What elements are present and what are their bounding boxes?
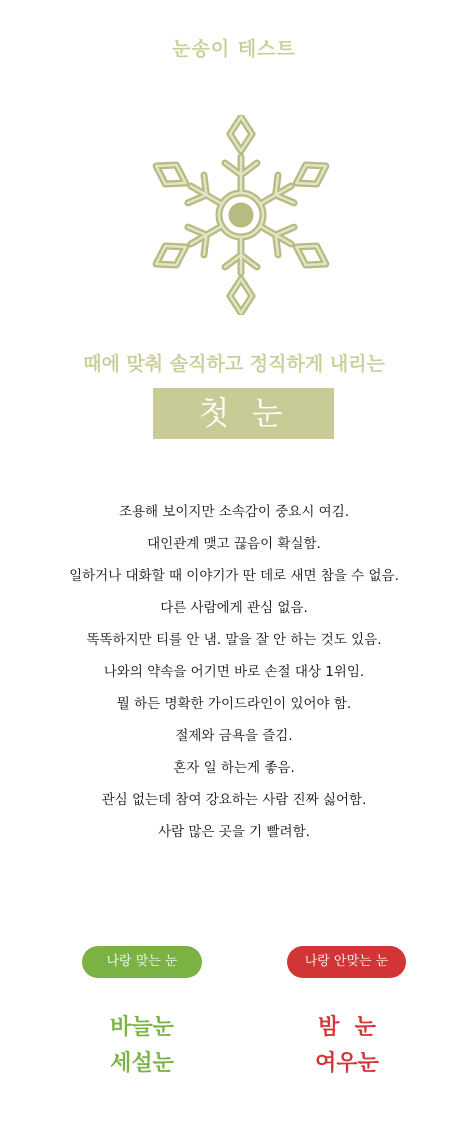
bad-match-item: 여우눈 (315, 1051, 379, 1076)
result-tagline: 때에 맞춰 솔직하고 정직하게 내리는 (83, 353, 385, 375)
description-line: 나와의 약속을 어기면 바로 손절 대상 1위임. (103, 664, 365, 680)
description-line: 똑똑하지만 티를 안 냄. 말을 잘 안 하는 것도 있음. (86, 632, 382, 648)
description-line: 사람 많은 곳을 기 빨려함. (158, 824, 310, 840)
good-match-item: 바늘눈 (110, 1015, 174, 1040)
bad-match-list (287, 1010, 407, 1082)
good-match-list (82, 1010, 202, 1082)
description-line: 혼자 일 하는게 좋음. (173, 760, 295, 776)
description-line: 대인관계 맺고 끊음이 확실함. (147, 536, 321, 552)
bad-match-item: 밤 눈 (318, 1015, 376, 1040)
result-type-badge: 첫 눈 (153, 388, 334, 439)
description-line: 일하거나 대화할 때 이야기가 딴 데로 새면 참을 수 없음. (69, 568, 399, 584)
snowflake-icon (149, 115, 333, 315)
good-match-item: 세설눈 (110, 1051, 174, 1076)
description-line: 다른 사람에게 관심 없음. (160, 600, 308, 616)
good-match-badge: 나랑 맞는 눈 (82, 946, 202, 978)
page-title: 눈송이 테스트 (172, 38, 296, 60)
description-line: 절제와 금욕을 즐김. (175, 728, 293, 744)
description-line: 조용해 보이지만 소속감이 중요시 여김. (118, 504, 350, 520)
description-line: 뭘 하든 명확한 가이드라인이 있어야 함. (116, 696, 352, 712)
bad-match-badge: 나랑 안맞는 눈 (287, 946, 406, 978)
description-list (0, 496, 468, 848)
description-line: 관심 없는데 참여 강요하는 사람 진짜 싫어함. (101, 792, 367, 808)
